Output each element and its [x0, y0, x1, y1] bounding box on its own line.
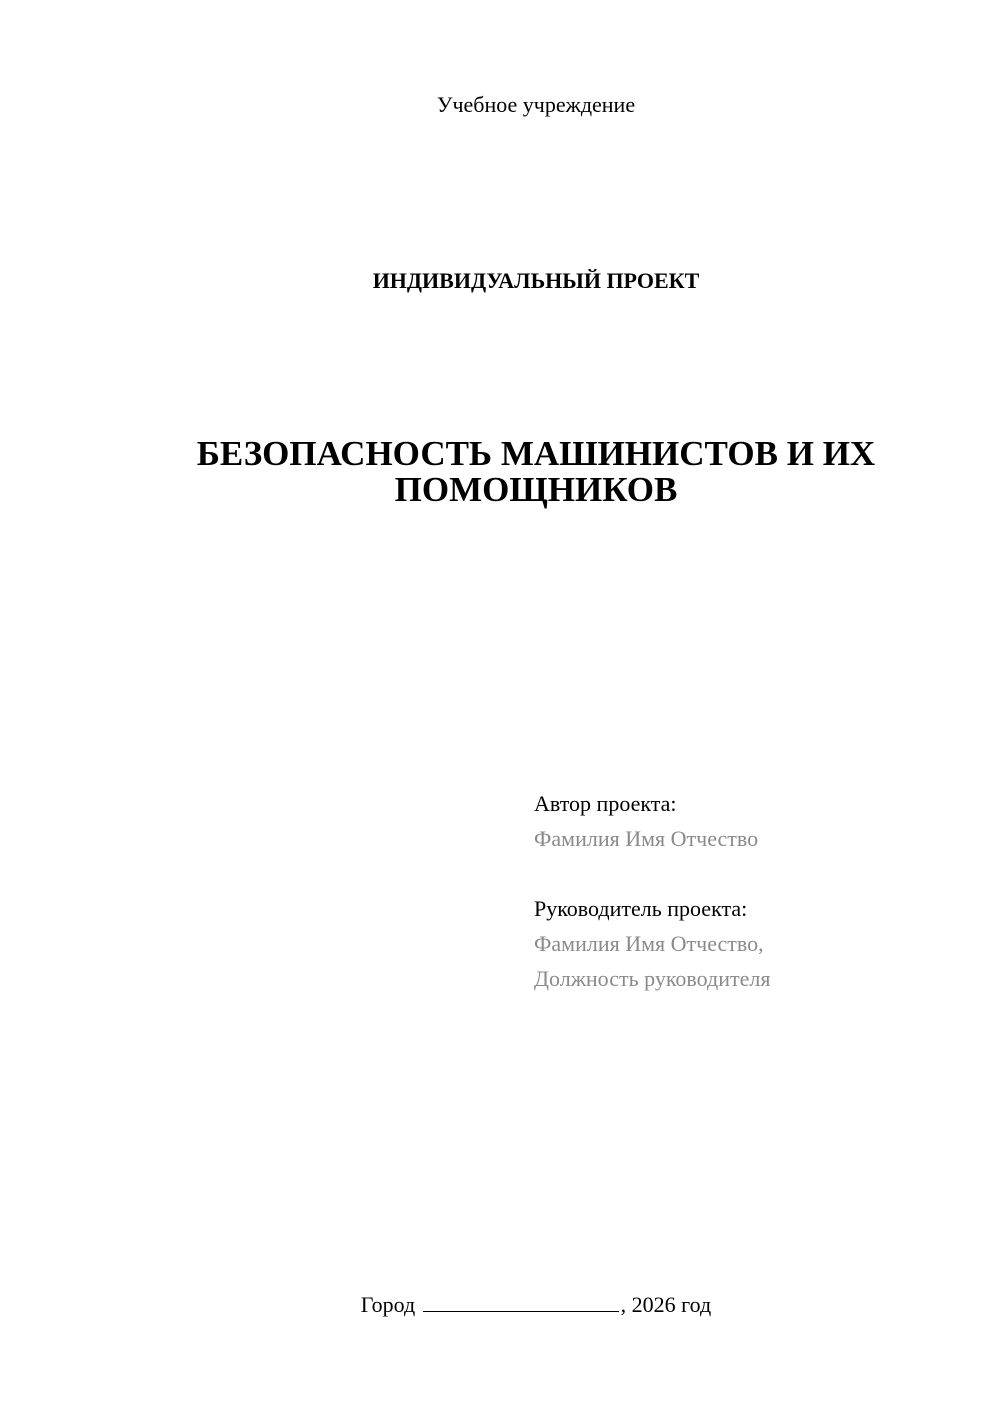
supervisor-position: Должность руководителя [534, 966, 771, 991]
spacer [534, 856, 974, 891]
city-label: Город [360, 1292, 416, 1317]
supervisor-label: Руководитель проекта: [534, 896, 748, 921]
project-title [150, 436, 922, 508]
project-title-line-2: ПОМОЩНИКОВ [394, 470, 678, 509]
author-label: Автор проекта: [534, 791, 677, 816]
footer-city-year [0, 1291, 1000, 1319]
project-info-block [534, 786, 974, 996]
project-title-line-1: БЕЗОПАСНОСТЬ МАШИНИСТОВ И ИХ [196, 434, 876, 473]
city-blank-line [423, 1291, 619, 1312]
institution-name: Учебное учреждение [436, 92, 636, 117]
supervisor-name: Фамилия Имя Отчество, [534, 931, 764, 956]
author-name: Фамилия Имя Отчество [534, 826, 759, 851]
document-type: ИНДИВИДУАЛЬНЫЙ ПРОЕКТ [372, 268, 700, 293]
year-text: , 2026 год [620, 1292, 712, 1317]
